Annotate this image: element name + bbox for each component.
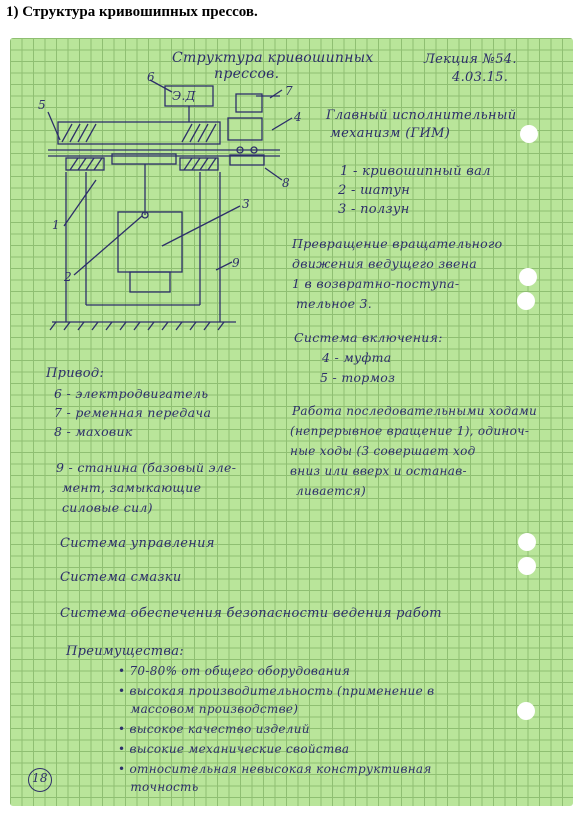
advantage-item: • 70-80% от общего оборудования bbox=[118, 664, 351, 678]
drive-item: 8 - маховик bbox=[54, 424, 133, 439]
drive-item: 6 - электродвигатель bbox=[54, 386, 209, 401]
frame-text: 9 - станина (базовый эле- bbox=[56, 460, 237, 475]
diagram-label-9: 9 bbox=[232, 256, 240, 270]
work-text: вниз или вверх и останав- bbox=[290, 464, 467, 478]
switch-item: 4 - муфта bbox=[322, 350, 392, 365]
lubrication-system: Система смазки bbox=[60, 570, 182, 585]
safety-system: Система обеспечения безопасности ведения работ bbox=[60, 606, 442, 621]
gim-item: 3 - ползун bbox=[338, 202, 410, 217]
advantage-item: точность bbox=[118, 780, 199, 794]
diagram-label-8: 8 bbox=[282, 176, 290, 190]
gim-item: 1 - кривошипный вал bbox=[340, 164, 491, 179]
switch-item: 5 - тормоз bbox=[320, 370, 396, 385]
page-number: 18 bbox=[32, 771, 48, 785]
conversion-text: 1 в возвратно-поступа- bbox=[292, 276, 460, 291]
work-text: (непрерывное вращение 1), одиноч- bbox=[290, 424, 530, 438]
work-text: Работа последовательными ходами bbox=[292, 404, 538, 418]
advantage-item: • относительная невысокая конструктивная bbox=[118, 762, 432, 776]
frame-text: мент, замыкающие bbox=[62, 480, 202, 495]
lecture-number: Лекция №54. bbox=[424, 52, 517, 67]
gim-item: 2 - шатун bbox=[338, 183, 411, 198]
diagram-label-7: 7 bbox=[285, 84, 293, 98]
advantage-item: • высокое качество изделий bbox=[118, 722, 310, 736]
diagram-label-6: 6 bbox=[147, 70, 155, 84]
diagram-label-4: 4 bbox=[294, 110, 302, 124]
switch-heading: Система включения: bbox=[294, 330, 443, 345]
advantages-heading: Преимущества: bbox=[66, 644, 184, 659]
motor-label: Э.Д bbox=[172, 89, 196, 103]
section-heading: 1) Структура кривошипных прессов. bbox=[6, 4, 258, 20]
frame-text: силовые сил) bbox=[62, 500, 153, 515]
conversion-text: движения ведущего звена bbox=[292, 256, 478, 271]
gim-heading-line2: механизм (ГИМ) bbox=[330, 126, 451, 141]
diagram-label-2: 2 bbox=[64, 270, 72, 284]
drive-item: 7 - ременная передача bbox=[54, 405, 212, 420]
note-title: Структура кривошипных bbox=[172, 50, 374, 66]
advantage-item: • высокая производительность (применение в bbox=[118, 684, 435, 698]
drive-heading: Привод: bbox=[46, 366, 105, 381]
diagram-label-3: 3 bbox=[242, 197, 250, 211]
lecture-date: 4.03.15. bbox=[452, 70, 509, 85]
conversion-text: Превращение вращательного bbox=[292, 236, 503, 251]
work-text: ные ходы (3 совершает ход bbox=[290, 444, 476, 458]
conversion-text: тельное 3. bbox=[296, 296, 373, 311]
advantage-item: массовом производстве) bbox=[118, 702, 299, 716]
diagram-label-5: 5 bbox=[38, 98, 46, 112]
diagram-label-1: 1 bbox=[52, 218, 60, 232]
advantage-item: • высокие механические свойства bbox=[118, 742, 350, 756]
note-title-line2: прессов. bbox=[214, 66, 280, 82]
control-system: Система управления bbox=[60, 536, 215, 551]
gim-heading: Главный исполнительный bbox=[326, 108, 517, 123]
work-text: ливается) bbox=[296, 484, 367, 498]
